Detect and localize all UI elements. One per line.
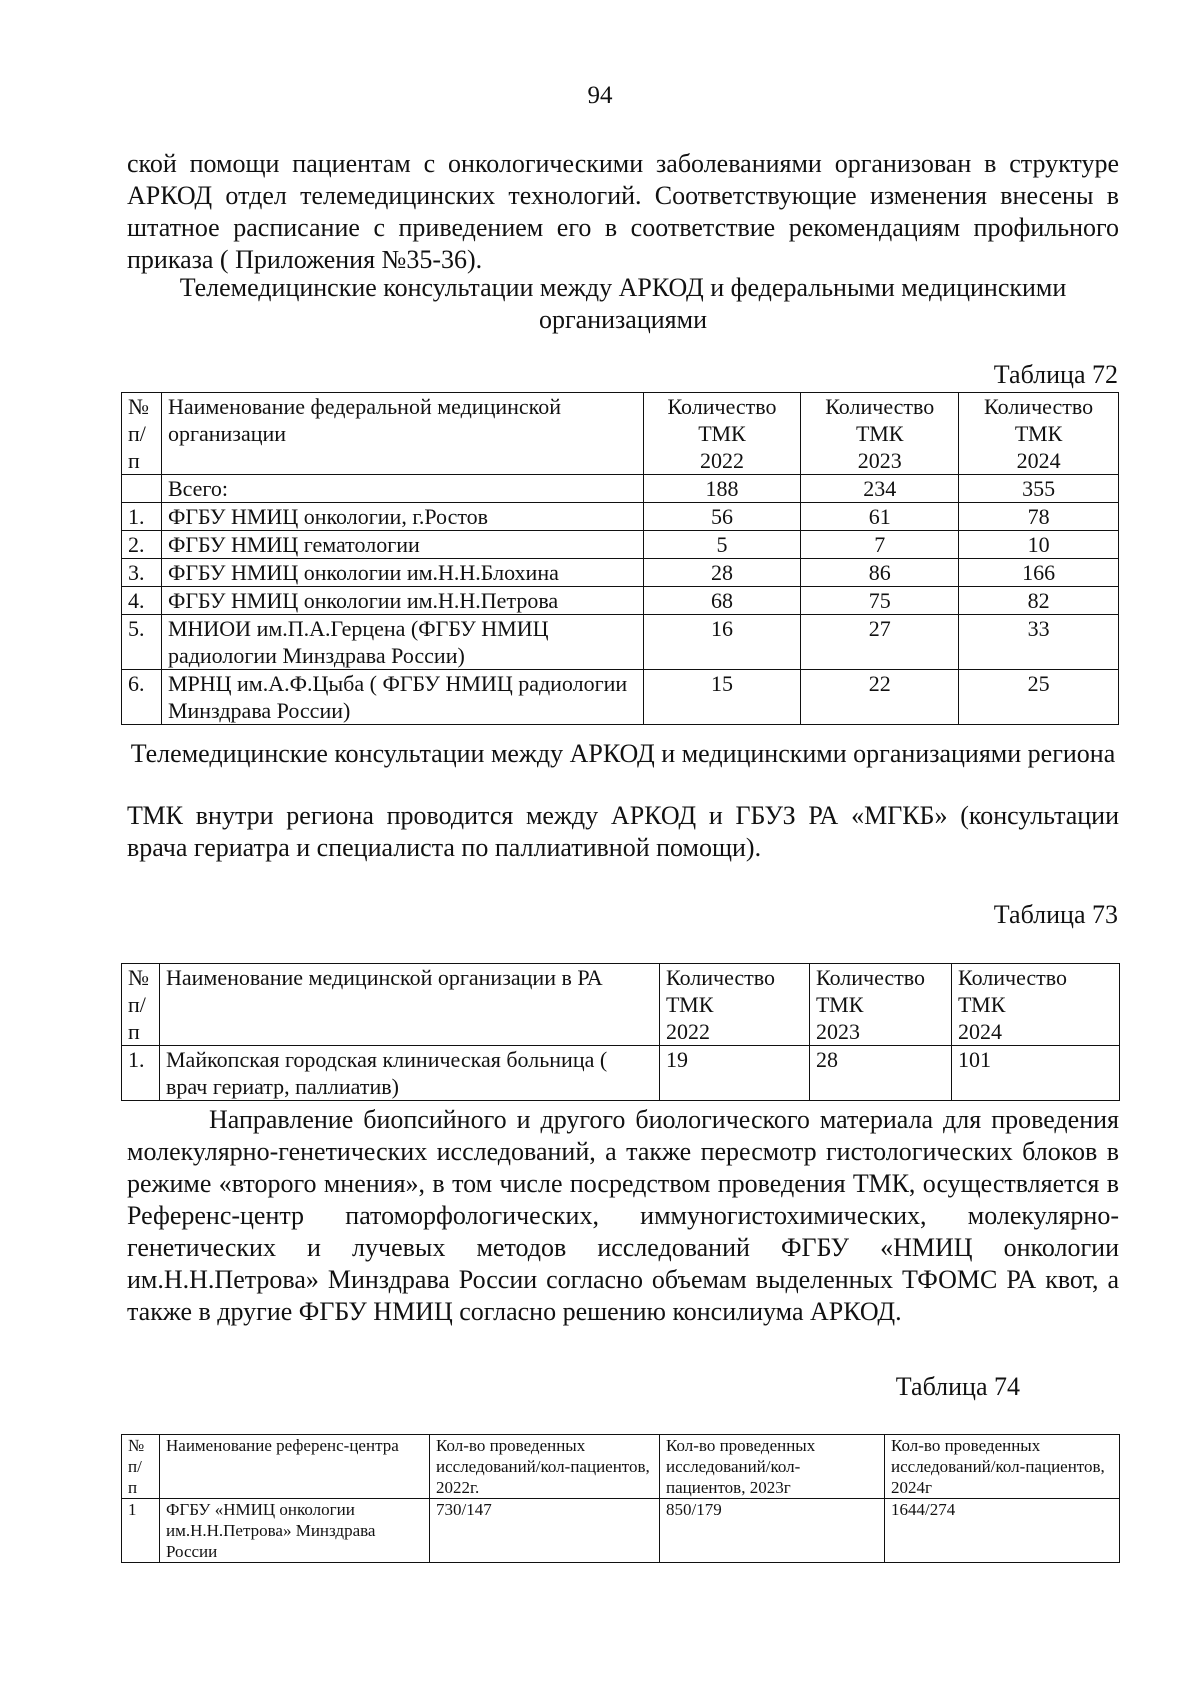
table74-header-2023: Кол-во проведенных исследований/кол-пациентов, 2023г <box>660 1435 885 1499</box>
table73-caption: Таблица 73 <box>993 900 1118 929</box>
table72-total-2023: 234 <box>801 475 959 503</box>
table72-header-row <box>122 393 1119 475</box>
table72-total-2022: 188 <box>643 475 801 503</box>
table72-header-2023: Количество ТМК 2023 <box>801 393 959 475</box>
table-row: 1. Майкопская городская клиническая больница ( врач гериатр, паллиатив) 19 28 101 <box>122 1046 1120 1101</box>
table-row: 3. ФГБУ НМИЦ онкологии им.Н.Н.Блохина 28 86 166 <box>122 559 1119 587</box>
table-row: 6. МРНЦ им.А.Ф.Цыба ( ФГБУ НМИЦ радиологии Минздрава России) 15 22 25 <box>122 670 1119 725</box>
intro-paragraph: ской помощи пациентам с онкологическими заболеваниями организован в структуре АРКОД отдел телемедицинских технологий. Соответствующие изменения внесены в штатное расписание с приведением его в соответствие рекомендациям профильного приказа ( Приложения №35-36). <box>127 149 1119 274</box>
table-row: 5. МНИОИ им.П.А.Герцена (ФГБУ НМИЦ радиологии Минздрава России) 16 27 33 <box>122 615 1119 670</box>
table73-header-name: Наименование медицинской организации в РА <box>160 964 660 1046</box>
table72-header-2022: Количество ТМК 2022 <box>643 393 801 475</box>
table74-header-2024: Кол-во проведенных исследований/кол-пациентов, 2024г <box>885 1435 1120 1499</box>
table72-header-2024: Количество ТМК 2024 <box>959 393 1119 475</box>
table72-total-2024: 355 <box>959 475 1119 503</box>
heading-federal-consultations: Телемедицинские консультации между АРКОД и федеральными медицинскими организациями <box>179 273 1067 334</box>
table-row: 1 ФГБУ «НМИЦ онкологии им.Н.Н.Петрова» Минздрава России 730/147 850/179 1644/274 <box>122 1499 1120 1563</box>
table74-header-name: Наименование референс-центра <box>160 1435 430 1499</box>
table72-header-name: Наименование федеральной медицинской организации <box>161 393 643 475</box>
table74-header-2022: Кол-во проведенных исследований/кол-пациентов, 2022г. <box>430 1435 660 1499</box>
table74-header-num: № п/ п <box>122 1435 160 1499</box>
table72-header-num: № п/ п <box>122 393 162 475</box>
table73 <box>121 963 1120 1101</box>
table73-header-2024: Количество ТМК 2024 <box>952 964 1120 1046</box>
table73-header-2023: Количество ТМК 2023 <box>810 964 952 1046</box>
heading-regional-consultations: Телемедицинские консультации между АРКОД и медицинскими организациями региона <box>130 739 1116 768</box>
table74-header-row <box>122 1435 1120 1499</box>
table72 <box>121 392 1119 725</box>
table-row: 4. ФГБУ НМИЦ онкологии им.Н.Н.Петрова 68 75 82 <box>122 587 1119 615</box>
table72-caption: Таблица 72 <box>993 360 1118 389</box>
region-paragraph: ТМК внутри региона проводится между АРКОД и ГБУЗ РА «МГКБ» (консультации врача гериатра и специалиста по паллиативной помощи). <box>127 801 1119 862</box>
biopsy-paragraph: Направление биопсийного и другого биологического материала для проведения молекулярно-генетических исследований, а также пересмотр гистологических блоков в режиме «второго мнения», в том числе посредством проведения ТМК, осуществляется в Референс-центр патоморфологических, иммуногистохимических, молекулярно-генетических и лучевых методов исследований ФГБУ «НМИЦ онкологии им.Н.Н.Петрова» Минздрава России согласно объемам выделенных ТФОМС РА квот, а также в другие ФГБУ НМИЦ согласно решению консилиума АРКОД. <box>127 1105 1119 1326</box>
table-row: 1. ФГБУ НМИЦ онкологии, г.Ростов 56 61 78 <box>122 503 1119 531</box>
table73-header-num: № п/ п <box>122 964 160 1046</box>
table74 <box>121 1434 1120 1563</box>
table72-total-row <box>122 475 1119 503</box>
table73-header-2022: Количество ТМК 2022 <box>660 964 810 1046</box>
table74-caption: Таблица 74 <box>895 1372 1020 1401</box>
page-number: 94 <box>587 82 613 109</box>
table-row: 2. ФГБУ НМИЦ гематологии 5 7 10 <box>122 531 1119 559</box>
table72-total-label: Всего: <box>161 475 643 503</box>
table73-header-row <box>122 964 1120 1046</box>
